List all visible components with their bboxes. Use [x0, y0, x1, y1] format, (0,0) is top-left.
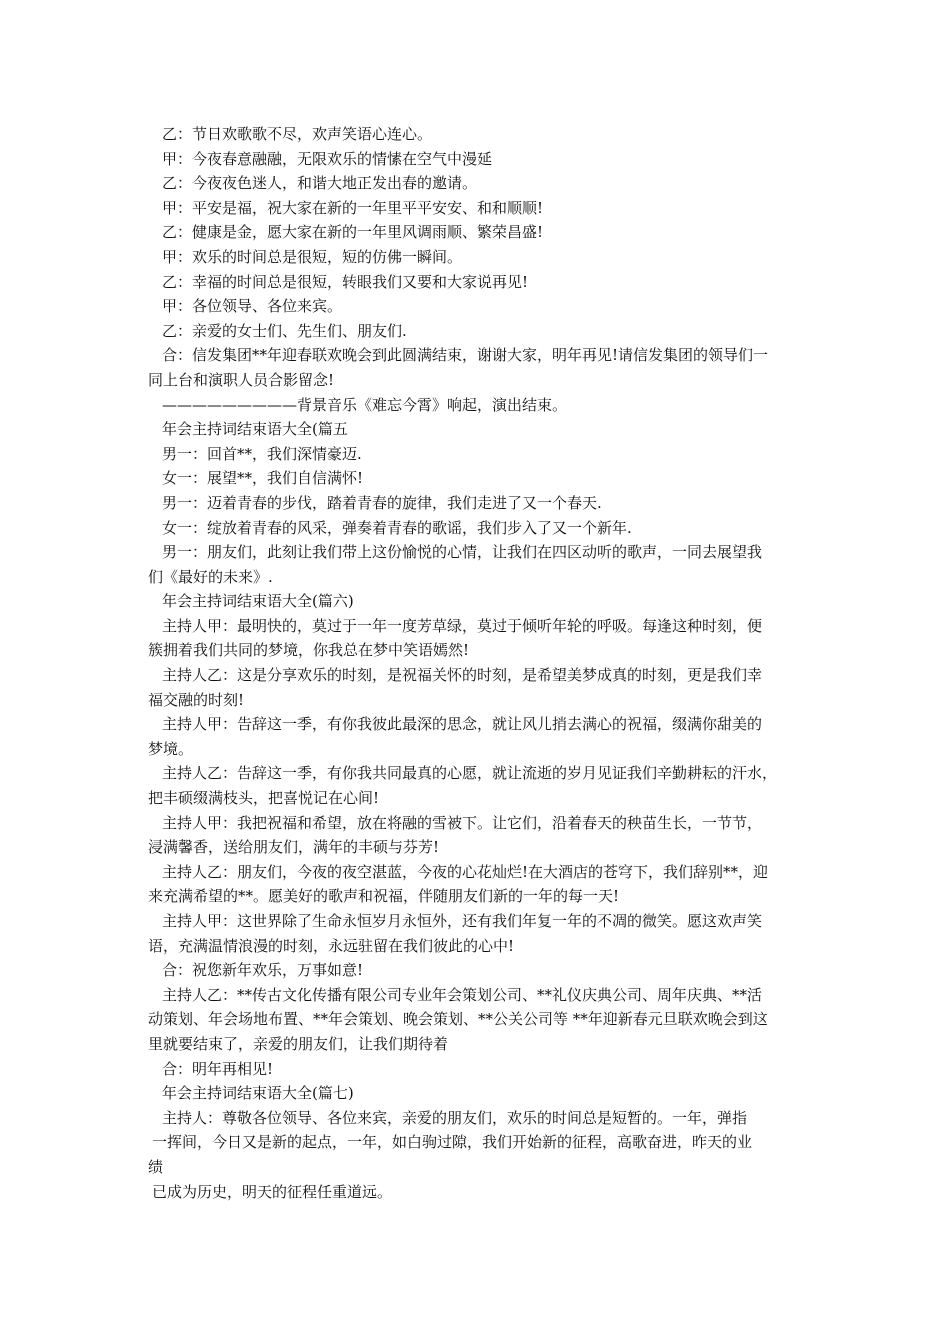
text-line: 合：明年再相见! — [162, 1059, 274, 1078]
text-line: —————————背景音乐《难忘今霄》响起，演出结束。 — [162, 395, 568, 414]
text-line: 合：信发集团**年迎春联欢晚会到此圆满结束，谢谢大家，明年再见!请信发集团的领导们一 — [162, 346, 769, 365]
text-line: 甲：各位领导、各位来宾。 — [162, 297, 343, 316]
text-line: 乙：健康是金，愿大家在新的一年里风调雨顺、繁荣昌盛! — [162, 223, 544, 242]
text-line: 梦境。 — [148, 739, 194, 758]
text-line: 绩 — [148, 1157, 164, 1176]
text-line: 主持人乙：这是分享欢乐的时刻，是祝福关怀的时刻，是希望美梦成真的时刻，更是我们幸 — [162, 666, 763, 685]
text-line: 男一：迈着青春的步伐，踏着青春的旋律，我们走进了又一个春天. — [162, 493, 602, 512]
text-line: 主持人甲：我把祝福和希望，放在将融的雪被下。让它们，沿着春天的秧苗生长，一节节， — [162, 813, 763, 832]
text-line: 里就要结束了，亲爱的朋友们，让我们期待着 — [148, 1034, 449, 1053]
document-body — [148, 122, 808, 1204]
text-line: 主持人乙：**传古文化传播有限公司专业年会策划公司、**礼仪庆典公司、周年庆典、**活 — [162, 985, 763, 1004]
text-line: 主持人：尊敬各位领导、各位来宾，亲爱的朋友们，欢乐的时间总是短暂的。一年，弹指 — [162, 1108, 748, 1127]
text-line: 主持人甲：最明快的，莫过于一年一度芳草绿，莫过于倾听年轮的呼吸。每逢这种时刻，便 — [162, 616, 763, 635]
text-line: 女一：绽放着青春的风采，弹奏着青春的歌谣，我们步入了又一个新年. — [162, 518, 632, 537]
text-line: 乙：节日欢歌歌不尽，欢声笑语心连心。 — [162, 125, 433, 143]
text-line: 甲：今夜春意融融，无限欢乐的情愫在空气中漫延 — [162, 149, 493, 168]
text-line: 甲：欢乐的时间总是很短，短的仿佛一瞬间。 — [162, 247, 463, 266]
text-line: 乙：今夜夜色迷人，和谐大地正发出春的邀请。 — [162, 174, 478, 193]
text-line: 甲：平安是福，祝大家在新的一年里平平安安、和和顺顺! — [162, 198, 544, 217]
text-line: 浸满馨香，送给朋友们，满年的丰硕与芬芳! — [148, 838, 440, 857]
text-line: 年会主持词结束语大全(篇五 — [162, 420, 348, 439]
text-line: 主持人甲：告辞这一季，有你我彼此最深的思念，就让风儿捎去满心的祝福，缀满你甜美的 — [162, 715, 763, 734]
text-line: 主持人乙：朋友们，今夜的夜空湛蓝，今夜的心花灿烂!在大酒店的苍穹下，我们辞别**，迎 — [162, 862, 769, 881]
text-line: 主持人乙：告辞这一季，有你我共同最真的心愿，就让流逝的岁月见证我们辛勤耕耘的汗水， — [162, 764, 778, 783]
text-line: 女一：展望**，我们自信满怀! — [162, 469, 364, 488]
text-line: 簇拥着我们共同的梦境，你我总在梦中笑语嫣然! — [148, 641, 470, 660]
text-line: 把丰硕缀满枝头，把喜悦记在心间! — [148, 789, 380, 808]
text-line: 已成为历史，明天的征程任重道远。 — [152, 1182, 393, 1201]
text-line: 同上台和演职人员合影留念! — [148, 370, 335, 389]
text-line: 男一：朋友们，此刻让我们带上这份愉悦的心情，让我们在四区动听的歌声，一同去展望我 — [162, 543, 763, 562]
text-line: 年会主持词结束语大全(篇七) — [162, 1084, 354, 1103]
text-line: 语，充满温情浪漫的时刻，永远驻留在我们彼此的心中! — [148, 936, 515, 955]
text-line: 主持人甲：这世界除了生命永恒岁月永恒外，还有我们年复一年的不凋的微笑。愿这欢声笑 — [162, 912, 763, 930]
text-line: 福交融的时刻! — [148, 690, 245, 709]
text-line: 男一：回首**，我们深情豪迈. — [162, 444, 362, 463]
text-line: 乙：幸福的时间总是很短，转眼我们又要和大家说再见! — [162, 272, 529, 291]
text-line: 动策划、年会场地布置、**年会策划、晚会策划、**公关公司等 **年迎新春元旦联欢晚会到这 — [148, 1010, 768, 1029]
text-line: 乙：亲爱的女士们、先生们、朋友们. — [162, 321, 407, 340]
text-line: 合：祝您新年欢乐，万事如意! — [162, 961, 364, 980]
text-line: 一挥间，今日又是新的起点，一年，如白驹过隙，我们开始新的征程，高歌奋进，昨天的业 — [152, 1133, 753, 1152]
text-line: 年会主持词结束语大全(篇六) — [162, 592, 354, 611]
text-line: 来充满希望的**。愿美好的歌声和祝福，伴随朋友们新的一年的每一天! — [148, 887, 620, 906]
text-line: 们《最好的未来》. — [148, 567, 273, 586]
